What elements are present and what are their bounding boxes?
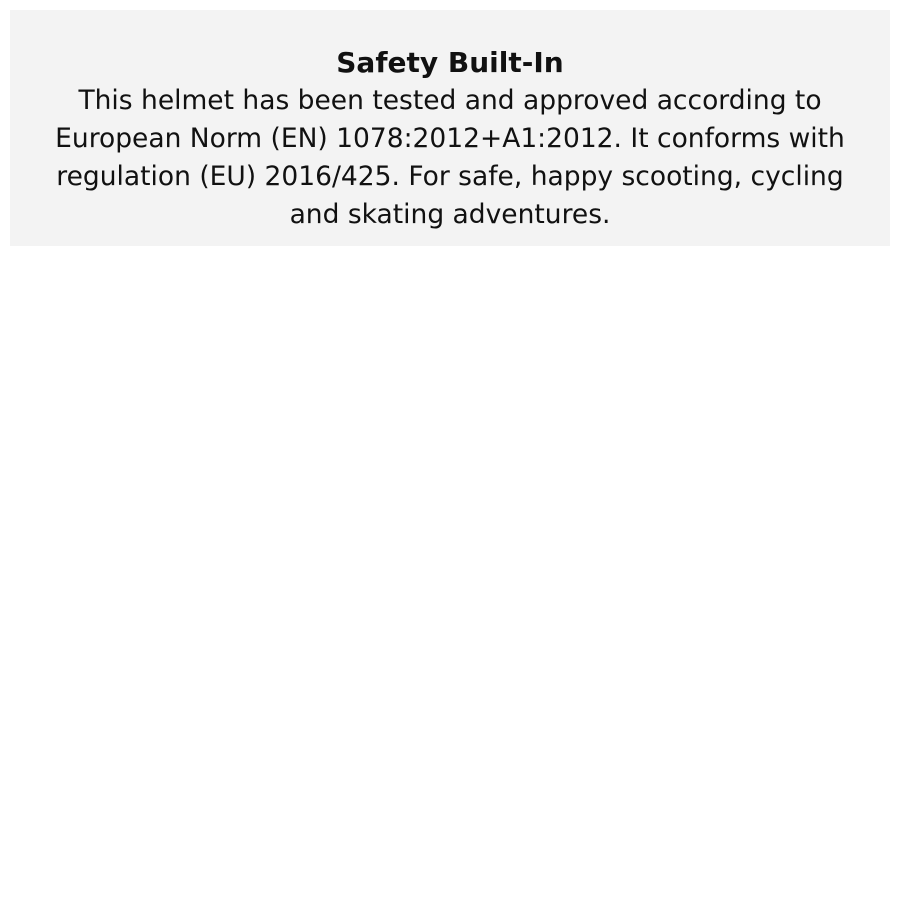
panel-body-line: and skating adventures. xyxy=(289,199,611,230)
panel-body xyxy=(10,82,890,234)
panel-body-line: This helmet has been tested and approved according to xyxy=(78,85,822,116)
panel-title: Safety Built-In xyxy=(336,46,564,79)
panel-body-line: regulation (EU) 2016/425. For safe, happy scooting, cycling xyxy=(56,161,844,192)
panel-body-line: European Norm (EN) 1078:2012+A1:2012. It conforms with xyxy=(55,123,845,154)
safety-info-panel xyxy=(10,10,890,246)
